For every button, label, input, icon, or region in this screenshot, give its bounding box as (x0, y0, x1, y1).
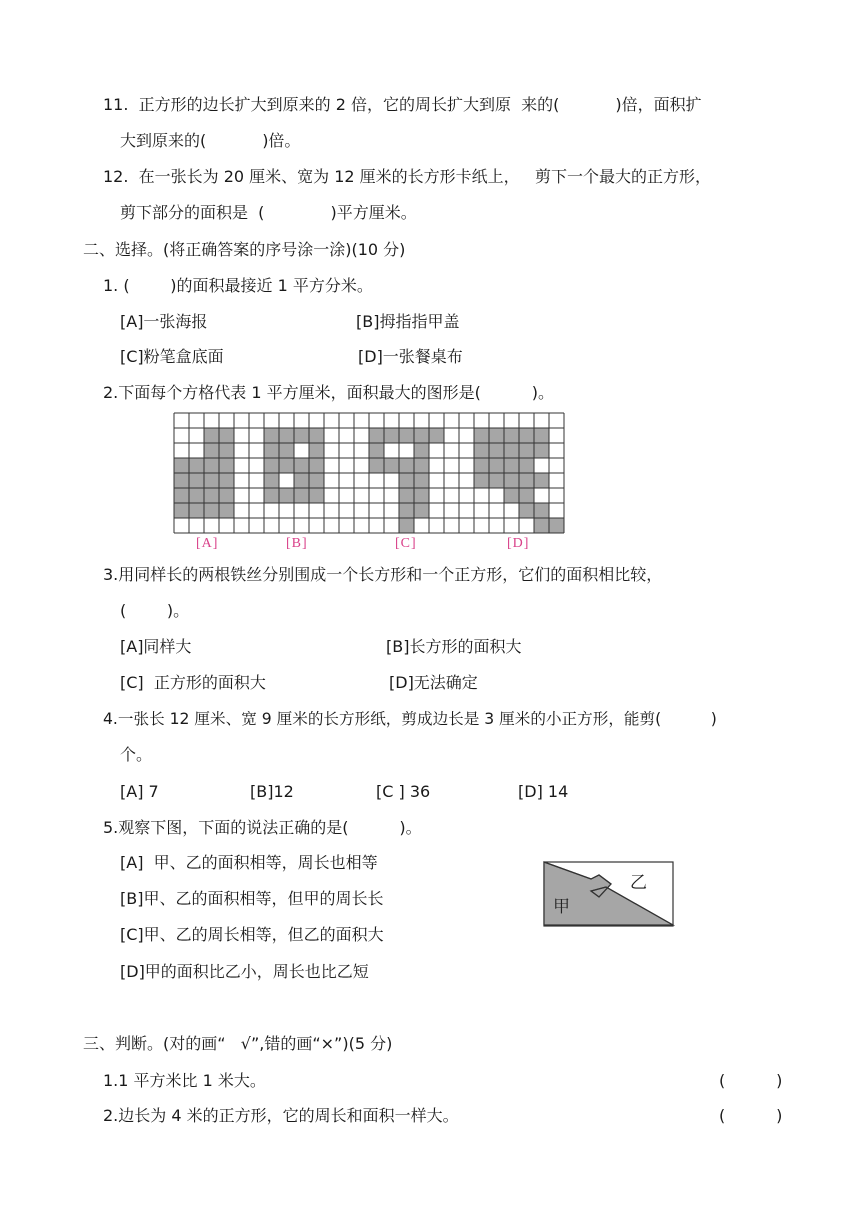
shaded-cell (414, 428, 429, 443)
shaded-cell (264, 428, 279, 443)
choice-q5-option-b[interactable]: [B]甲、乙的面积相等，但甲的周长长 (120, 889, 384, 908)
shaded-cell (174, 473, 189, 488)
figure-label-jia: 甲 (553, 897, 570, 917)
shaded-cell (189, 473, 204, 488)
choice-q4-option-b[interactable]: [B]12 (250, 782, 294, 801)
choice-q1-option-b[interactable]: [B]拇指指甲盖 (356, 312, 460, 331)
choice-q5: 5.观察下图，下面的说法正确的是( )。 (103, 818, 422, 837)
choice-q3-option-c[interactable]: [C] 正方形的面积大 (120, 673, 266, 692)
shaded-cell (204, 428, 219, 443)
shaded-cell (519, 428, 534, 443)
shaded-cell (219, 503, 234, 518)
shaded-cell (264, 458, 279, 473)
choice-q1-option-a[interactable]: [A]一张海报 (120, 312, 208, 331)
grid-label-d: [D] (507, 536, 530, 551)
shaded-cell (414, 473, 429, 488)
shaded-cell (384, 458, 399, 473)
shaded-cell (219, 443, 234, 458)
shaded-cell (534, 443, 549, 458)
shaded-cell (489, 458, 504, 473)
shaded-cell (204, 458, 219, 473)
shaded-cell (264, 443, 279, 458)
shaded-cell (474, 473, 489, 488)
shaded-cell (534, 428, 549, 443)
shaded-cell (279, 488, 294, 503)
shaded-cell (549, 518, 564, 533)
choice-q5-option-d[interactable]: [D]甲的面积比乙小，周长也比乙短 (120, 962, 369, 981)
shaded-cell (414, 503, 429, 518)
choice-q4-option-c[interactable]: [C ] 36 (376, 782, 431, 801)
shaded-cell (504, 428, 519, 443)
choice-q5-option-c[interactable]: [C]甲、乙的周长相等，但乙的面积大 (120, 925, 384, 944)
shaded-cell (369, 443, 384, 458)
grid-label-a: [A] (196, 536, 219, 551)
q12-line1: 12. 在一张长为 20 厘米、宽为 12 厘米的长方形卡纸上， 剪下一个最大的正方形， (103, 167, 711, 186)
judge-q2-paren[interactable]: ( ) (719, 1106, 783, 1125)
shaded-cell (504, 443, 519, 458)
shaded-cell (279, 458, 294, 473)
shaded-cell (534, 518, 549, 533)
shaded-cell (504, 473, 519, 488)
shaded-cell (399, 428, 414, 443)
shaded-cell (309, 428, 324, 443)
choice-q4-line1: 4.一张长 12 厘米、宽 9 厘米的长方形纸，剪成边长是 3 厘米的小正方形，能剪( ) (103, 710, 717, 728)
choice-q1: 1. ( )的面积最接近 1 平方分米。 (103, 276, 373, 295)
shaded-cell (294, 458, 309, 473)
shaded-cell (309, 473, 324, 488)
shaded-cell (189, 458, 204, 473)
shaded-cell (279, 443, 294, 458)
q11-line2: 大到原来的( )倍。 (120, 131, 301, 150)
judge-q1: 1.1 平方米比 1 米大。 (103, 1071, 266, 1090)
choice-q2: 2.下面每个方格代表 1 平方厘米，面积最大的图形是( )。 (103, 383, 554, 402)
q12-line2: 剪下部分的面积是 ( )平方厘米。 (120, 203, 417, 222)
shaded-cell (489, 473, 504, 488)
choice-q5-option-a[interactable]: [A] 甲、乙的面积相等，周长也相等 (120, 853, 378, 872)
shaded-cell (504, 488, 519, 503)
shape-grid (173, 412, 565, 534)
shaded-cell (489, 443, 504, 458)
choice-q3-option-b[interactable]: [B]长方形的面积大 (386, 637, 522, 656)
shaded-cell (189, 488, 204, 503)
shaded-cell (474, 443, 489, 458)
shaded-cell (399, 503, 414, 518)
shaded-cell (399, 458, 414, 473)
shaded-cell (174, 503, 189, 518)
section-3-heading: 三、判断。(对的画“ √”,错的画“×”)(5 分) (83, 1034, 393, 1053)
judge-q2: 2.边长为 4 米的正方形，它的周长和面积一样大。 (103, 1106, 459, 1125)
shaded-cell (504, 458, 519, 473)
shaded-cell (204, 473, 219, 488)
shaded-cell (294, 488, 309, 503)
shaded-cell (204, 443, 219, 458)
shaded-cell (414, 458, 429, 473)
shaded-cell (309, 458, 324, 473)
shaded-cell (384, 428, 399, 443)
shaded-cell (174, 488, 189, 503)
shaded-cell (309, 488, 324, 503)
shaded-cell (204, 503, 219, 518)
shaded-cell (264, 488, 279, 503)
choice-q3-line1: 3.用同样长的两根铁丝分别围成一个长方形和一个正方形，它们的面积相比较， (103, 565, 663, 584)
shaded-cell (414, 488, 429, 503)
choice-q3-option-a[interactable]: [A]同样大 (120, 637, 192, 656)
choice-q1-option-d[interactable]: [D]一张餐桌布 (358, 347, 463, 366)
shaded-cell (519, 458, 534, 473)
shaded-cell (309, 443, 324, 458)
shaded-cell (474, 458, 489, 473)
shaded-cell (189, 503, 204, 518)
shaded-cell (399, 473, 414, 488)
choice-q3-option-d[interactable]: [D]无法确定 (389, 673, 478, 692)
grid-label-c: [C] (395, 536, 417, 551)
grid-label-b: [B] (286, 536, 308, 551)
shaded-cell (294, 428, 309, 443)
shaded-cell (519, 488, 534, 503)
shaded-cell (264, 473, 279, 488)
choice-q4-option-d[interactable]: [D] 14 (518, 782, 569, 801)
choice-q4-line2: 个。 (120, 745, 153, 764)
shaded-cell (519, 503, 534, 518)
shaded-cell (414, 443, 429, 458)
shaded-cell (399, 518, 414, 533)
shaded-cell (219, 428, 234, 443)
shaded-cell (429, 428, 444, 443)
shaded-cell (279, 428, 294, 443)
shaded-cell (219, 458, 234, 473)
shaded-cell (474, 428, 489, 443)
shaded-cell (219, 488, 234, 503)
judge-q1-paren[interactable]: ( ) (719, 1071, 783, 1090)
shaded-cell (519, 473, 534, 488)
shaded-cell (534, 503, 549, 518)
shaded-cell (369, 458, 384, 473)
shaded-cell (399, 488, 414, 503)
shaded-cell (174, 458, 189, 473)
choice-q1-option-c[interactable]: [C]粉笔盒底面 (120, 347, 224, 366)
shaded-cell (204, 488, 219, 503)
shaded-cell (294, 473, 309, 488)
figure-label-yi: 乙 (630, 873, 647, 893)
q11-line1: 11. 正方形的边长扩大到原来的 2 倍，它的周长扩大到原 来的( )倍，面积扩 (103, 95, 702, 114)
section-2-heading: 二、选择。(将正确答案的序号涂一涂)(10 分) (83, 240, 406, 259)
shaded-cell (489, 428, 504, 443)
shaded-cell (219, 473, 234, 488)
shaded-cell (519, 443, 534, 458)
shaded-cell (534, 473, 549, 488)
choice-q4-option-a[interactable]: [A] 7 (120, 782, 159, 801)
jia-yi-figure (543, 861, 675, 933)
grid-figure (173, 412, 565, 538)
choice-q3-line2: ( )。 (120, 601, 190, 620)
shaded-cell (369, 428, 384, 443)
